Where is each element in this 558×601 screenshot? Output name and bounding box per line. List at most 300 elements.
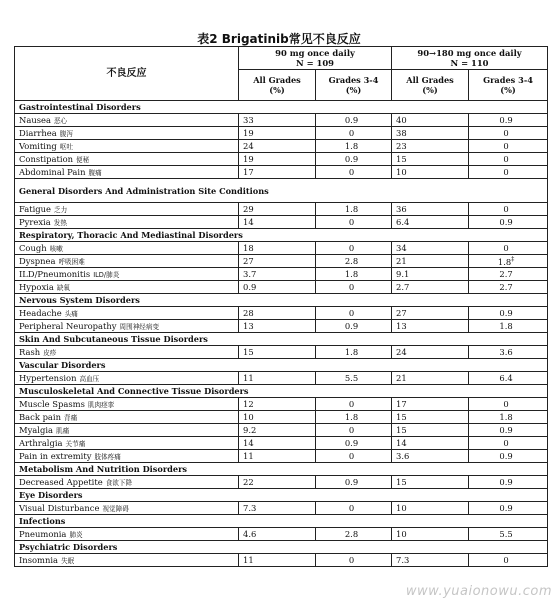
adverse-reaction-term-zh: 乏力 bbox=[54, 205, 68, 214]
all-grades-90mg-cell bbox=[239, 268, 316, 281]
all-grades-90-180mg-cell bbox=[392, 372, 469, 385]
cell-value: 3.7 bbox=[243, 269, 257, 279]
table-row bbox=[15, 398, 548, 411]
all-grades-90-180mg-cell bbox=[392, 127, 469, 140]
adverse-reaction-cell bbox=[15, 114, 239, 127]
all-grades-90mg-cell bbox=[239, 502, 316, 515]
adverse-reaction-cell bbox=[15, 255, 239, 268]
grades34-90mg-cell bbox=[316, 346, 392, 359]
grades34-90-180mg-cell bbox=[469, 450, 548, 463]
category-label: Infections bbox=[15, 515, 548, 528]
cell-value: 0 bbox=[503, 204, 509, 214]
cell-value: 15 bbox=[243, 347, 254, 357]
adverse-reaction-term-zh: 视觉障碍 bbox=[102, 504, 129, 513]
adverse-reaction-term-zh: 高血压 bbox=[79, 374, 100, 383]
cell-value: 36 bbox=[396, 204, 407, 214]
grades34-90-180mg-cell bbox=[469, 127, 548, 140]
all-grades-90-180mg-cell bbox=[392, 554, 469, 567]
adverse-reaction-cell bbox=[15, 281, 239, 294]
table-row bbox=[15, 114, 548, 127]
cell-value: 0 bbox=[503, 555, 509, 565]
adverse-reaction-term: Peripheral Neuropathy bbox=[19, 320, 117, 331]
grades34-label: Grades 3-4 bbox=[483, 75, 533, 85]
table-row bbox=[15, 554, 548, 567]
all-grades-90-180mg-cell bbox=[392, 346, 469, 359]
all-grades-90mg-cell bbox=[239, 127, 316, 140]
cell-value: 0.9 bbox=[499, 503, 513, 513]
cell-value: 0.9 bbox=[499, 477, 513, 487]
adverse-reaction-term: Constipation bbox=[19, 153, 74, 164]
table-row bbox=[15, 437, 548, 450]
adverse-reaction-term-zh: 皮疹 bbox=[43, 348, 57, 357]
cell-value: 0.9 bbox=[499, 451, 513, 461]
grades34-90-180mg-cell bbox=[469, 242, 548, 255]
category-row bbox=[15, 359, 548, 372]
all-grades-90-180mg-cell bbox=[392, 450, 469, 463]
cell-value: 17 bbox=[243, 167, 254, 177]
cell-value: 0 bbox=[503, 154, 509, 164]
cell-value: 2.8 bbox=[344, 256, 359, 266]
cell-value: 0 bbox=[503, 141, 509, 151]
all-grades-90mg-cell bbox=[239, 242, 316, 255]
cell-value: 7.3 bbox=[396, 555, 410, 565]
cell-value: 21 bbox=[396, 256, 407, 266]
all-grades-90-180mg-cell bbox=[392, 398, 469, 411]
table-row bbox=[15, 502, 548, 515]
percent-label: (%) bbox=[500, 85, 516, 95]
cell-value: 5.5 bbox=[499, 529, 513, 539]
cell-value: 28 bbox=[243, 308, 254, 318]
adverse-reaction-term-zh: 肢体疼痛 bbox=[94, 452, 121, 461]
grades34-label: Grades 3-4 bbox=[328, 75, 379, 85]
cell-value: 0.9 bbox=[344, 477, 359, 487]
adverse-reaction-term: Nausea bbox=[19, 114, 51, 125]
all-grades-90mg-cell bbox=[239, 281, 316, 294]
adverse-reaction-term: Back pain bbox=[19, 411, 62, 422]
cell-value: 1.8 bbox=[499, 321, 513, 331]
group1-n: N = 109 bbox=[296, 58, 334, 68]
adverse-reaction-term-zh: 呕吐 bbox=[59, 142, 73, 151]
adverse-reaction-cell bbox=[15, 153, 239, 166]
all-grades-90-180mg-cell bbox=[392, 437, 469, 450]
adverse-reaction-term: Rash bbox=[19, 346, 41, 357]
grades34-90-180mg-cell bbox=[469, 140, 548, 153]
cell-value: 22 bbox=[243, 477, 254, 487]
adverse-reaction-cell bbox=[15, 372, 239, 385]
column-header-90-180mg bbox=[392, 47, 548, 70]
cell-value: 17 bbox=[396, 399, 407, 409]
cell-value: 14 bbox=[243, 217, 254, 227]
cell-value: 3.6 bbox=[396, 451, 410, 461]
adverse-reaction-term-zh: 呼吸困难 bbox=[58, 257, 85, 266]
category-label: Metabolism And Nutrition Disorders bbox=[15, 463, 548, 476]
table-row bbox=[15, 411, 548, 424]
column-header-grades34-90 bbox=[316, 70, 392, 101]
grades34-90-180mg-cell bbox=[469, 554, 548, 567]
grades34-90-180mg-cell bbox=[469, 166, 548, 179]
adverse-reaction-term-zh: 咳嗽 bbox=[49, 244, 63, 253]
adverse-reaction-cell bbox=[15, 242, 239, 255]
table-row bbox=[15, 307, 548, 320]
cell-value: 0 bbox=[348, 451, 355, 461]
adverse-reaction-cell bbox=[15, 320, 239, 333]
cell-value: 15 bbox=[396, 425, 407, 435]
cell-value: 6.4 bbox=[499, 373, 513, 383]
table-row bbox=[15, 127, 548, 140]
adverse-reaction-term: Hypertension bbox=[19, 372, 77, 383]
grades34-90-180mg-cell bbox=[469, 307, 548, 320]
table-row bbox=[15, 255, 548, 268]
adverse-reaction-term: Myalgia bbox=[19, 424, 54, 435]
cell-value: 21 bbox=[396, 373, 407, 383]
column-header-90mg bbox=[239, 47, 392, 70]
all-grades-label: All Grades bbox=[253, 75, 301, 85]
category-label: Skin And Subcutaneous Tissue Disorders bbox=[15, 333, 548, 346]
category-row bbox=[15, 489, 548, 502]
adverse-reaction-term: Cough bbox=[19, 242, 47, 253]
cell-value: 2.7 bbox=[499, 269, 513, 279]
grades34-90-180mg-cell bbox=[469, 320, 548, 333]
all-grades-90mg-cell bbox=[239, 216, 316, 229]
all-grades-90mg-cell bbox=[239, 307, 316, 320]
table-row bbox=[15, 140, 548, 153]
adverse-reaction-term-zh: 头痛 bbox=[64, 309, 78, 318]
adverse-reaction-term-zh: 周围神经病变 bbox=[119, 322, 160, 331]
cell-value: 7.3 bbox=[243, 503, 257, 513]
cell-value: 10 bbox=[396, 167, 407, 177]
column-header-all-grades-180 bbox=[392, 70, 469, 101]
grades34-90mg-cell bbox=[316, 242, 392, 255]
cell-value: 0.9 bbox=[499, 308, 513, 318]
grades34-90-180mg-cell bbox=[469, 528, 548, 541]
adverse-reaction-cell bbox=[15, 411, 239, 424]
table-body bbox=[15, 101, 548, 567]
cell-value: 0 bbox=[503, 128, 509, 138]
cell-value: 13 bbox=[243, 321, 254, 331]
grades34-90-180mg-cell bbox=[469, 411, 548, 424]
all-grades-90-180mg-cell bbox=[392, 114, 469, 127]
cell-value: 11 bbox=[243, 555, 254, 565]
adverse-reaction-term-zh: 恶心 bbox=[53, 116, 68, 125]
table-row bbox=[15, 424, 548, 437]
cell-value: 9.1 bbox=[396, 269, 410, 279]
grades34-90mg-cell bbox=[316, 502, 392, 515]
cell-value: 0.9 bbox=[499, 425, 513, 435]
adverse-reaction-term: Hypoxia bbox=[19, 281, 54, 292]
all-grades-90mg-cell bbox=[239, 320, 316, 333]
adverse-reaction-term: Vomiting bbox=[19, 140, 57, 151]
table-row bbox=[15, 320, 548, 333]
cell-value: 29 bbox=[243, 204, 254, 214]
adverse-reaction-term: Arthralgia bbox=[19, 437, 63, 448]
adverse-reaction-term-zh: 腹泻 bbox=[59, 129, 73, 138]
table-row bbox=[15, 242, 548, 255]
all-grades-90-180mg-cell bbox=[392, 268, 469, 281]
all-grades-90mg-cell bbox=[239, 450, 316, 463]
grades34-90-180mg-cell bbox=[469, 372, 548, 385]
grades34-90mg-cell bbox=[316, 114, 392, 127]
grades34-90mg-cell bbox=[316, 372, 392, 385]
adverse-reaction-term-zh: 关节痛 bbox=[65, 439, 86, 448]
category-label: General Disorders And Administration Site Conditions bbox=[15, 179, 548, 203]
cell-value: 1.8 bbox=[499, 412, 513, 422]
cell-value: 0.9 bbox=[499, 217, 513, 227]
grades34-90mg-cell bbox=[316, 255, 392, 268]
cell-value: 1.8 bbox=[344, 204, 359, 214]
grades34-90mg-cell bbox=[316, 166, 392, 179]
adverse-reaction-term: Visual Disturbance bbox=[19, 502, 100, 513]
adverse-reaction-cell bbox=[15, 216, 239, 229]
grades34-90mg-cell bbox=[316, 411, 392, 424]
cell-value: 0 bbox=[503, 399, 509, 409]
cell-value: 15 bbox=[396, 154, 407, 164]
cell-value: 15 bbox=[396, 412, 407, 422]
adverse-reaction-term-zh: ILD/肺炎 bbox=[93, 270, 120, 279]
adverse-reactions-table bbox=[14, 46, 548, 567]
table-row bbox=[15, 281, 548, 294]
cell-value: 0 bbox=[348, 503, 355, 513]
grades34-90-180mg-cell bbox=[469, 398, 548, 411]
cell-value: 23 bbox=[396, 141, 407, 151]
grades34-90-180mg-cell bbox=[469, 502, 548, 515]
all-grades-90mg-cell bbox=[239, 346, 316, 359]
adverse-reaction-term-zh: 失眠 bbox=[61, 556, 75, 565]
cell-value: 10 bbox=[243, 412, 254, 422]
cell-value: 11 bbox=[243, 373, 254, 383]
adverse-reaction-cell bbox=[15, 424, 239, 437]
all-grades-90-180mg-cell bbox=[392, 528, 469, 541]
cell-value: 0 bbox=[348, 555, 355, 565]
cell-value: 9.2 bbox=[243, 425, 257, 435]
adverse-reaction-term: Fatigue bbox=[19, 203, 51, 214]
cell-value: 0.9 bbox=[499, 115, 513, 125]
grades34-90mg-cell bbox=[316, 450, 392, 463]
table-row bbox=[15, 476, 548, 489]
column-header-adverse-reaction: 不良反应 bbox=[15, 47, 239, 101]
grades34-90mg-cell bbox=[316, 268, 392, 281]
all-grades-90mg-cell bbox=[239, 255, 316, 268]
adverse-reaction-cell bbox=[15, 528, 239, 541]
cell-value: 1.8 bbox=[497, 256, 512, 267]
cell-value: 3.6 bbox=[499, 347, 513, 357]
cell-value: 6.4 bbox=[396, 217, 410, 227]
cell-value: 0.9 bbox=[243, 282, 257, 292]
cell-value: 1.8 bbox=[344, 269, 359, 279]
adverse-reaction-term-zh: 肺炎 bbox=[69, 530, 83, 539]
table-row bbox=[15, 528, 548, 541]
cell-value: 0 bbox=[503, 438, 509, 448]
category-row bbox=[15, 179, 548, 203]
cell-value: 0 bbox=[503, 167, 509, 177]
cell-value: 34 bbox=[396, 243, 407, 253]
all-grades-90mg-cell bbox=[239, 114, 316, 127]
category-label: Nervous System Disorders bbox=[15, 294, 548, 307]
all-grades-90-180mg-cell bbox=[392, 281, 469, 294]
cell-value: 13 bbox=[396, 321, 407, 331]
table-row bbox=[15, 203, 548, 216]
all-grades-90-180mg-cell bbox=[392, 203, 469, 216]
grades34-90mg-cell bbox=[316, 554, 392, 567]
cell-value: 0 bbox=[348, 425, 355, 435]
grades34-90mg-cell bbox=[316, 203, 392, 216]
all-grades-90mg-cell bbox=[239, 203, 316, 216]
adverse-reaction-cell bbox=[15, 502, 239, 515]
grades34-90-180mg-cell bbox=[469, 255, 548, 268]
category-label: Vascular Disorders bbox=[15, 359, 548, 372]
adverse-reaction-cell bbox=[15, 346, 239, 359]
all-grades-90-180mg-cell bbox=[392, 255, 469, 268]
adverse-reaction-term-zh: 背痛 bbox=[64, 413, 78, 422]
group2-dose: 90→180 mg once daily bbox=[417, 48, 522, 58]
cell-value: 24 bbox=[243, 141, 254, 151]
grades34-90-180mg-cell bbox=[469, 203, 548, 216]
all-grades-90-180mg-cell bbox=[392, 153, 469, 166]
all-grades-90mg-cell bbox=[239, 424, 316, 437]
adverse-reaction-term: Diarrhea bbox=[19, 127, 57, 138]
adverse-reaction-term: Muscle Spasms bbox=[19, 398, 85, 409]
cell-value: 0.9 bbox=[344, 321, 359, 331]
category-label: Eye Disorders bbox=[15, 489, 548, 502]
adverse-reaction-term-zh: 肌肉痉挛 bbox=[87, 400, 115, 409]
adverse-reaction-term: Insomnia bbox=[19, 554, 59, 565]
percent-label: (%) bbox=[422, 85, 438, 95]
adverse-reaction-term: Pneumonia bbox=[19, 528, 67, 539]
all-grades-90-180mg-cell bbox=[392, 411, 469, 424]
table-row bbox=[15, 268, 548, 281]
cell-value: 38 bbox=[396, 128, 407, 138]
cell-value: 0.9 bbox=[344, 438, 359, 448]
cell-value: 5.5 bbox=[344, 373, 359, 383]
cell-value: 4.6 bbox=[243, 529, 257, 539]
grades34-90-180mg-cell bbox=[469, 437, 548, 450]
cell-value: 27 bbox=[396, 308, 407, 318]
cell-value: 0 bbox=[348, 217, 355, 227]
cell-value: 0 bbox=[348, 167, 355, 177]
cell-value: 14 bbox=[396, 438, 407, 448]
category-row bbox=[15, 463, 548, 476]
cell-value: 1.8 bbox=[344, 141, 359, 151]
category-row bbox=[15, 541, 548, 554]
grades34-90mg-cell bbox=[316, 424, 392, 437]
grades34-90-180mg-cell bbox=[469, 216, 548, 229]
grades34-90mg-cell bbox=[316, 307, 392, 320]
column-header-all-grades-90 bbox=[239, 70, 316, 101]
all-grades-90-180mg-cell bbox=[392, 424, 469, 437]
cell-value: 18 bbox=[243, 243, 254, 253]
category-row bbox=[15, 229, 548, 242]
cell-value: 33 bbox=[243, 115, 254, 125]
grades34-90-180mg-cell bbox=[469, 114, 548, 127]
adverse-reaction-cell bbox=[15, 398, 239, 411]
group1-dose: 90 mg once daily bbox=[275, 48, 355, 58]
cell-value: 0 bbox=[348, 399, 355, 409]
adverse-reaction-cell bbox=[15, 437, 239, 450]
grades34-90-180mg-cell bbox=[469, 281, 548, 294]
cell-value: 15 bbox=[396, 477, 407, 487]
cell-value: 12 bbox=[243, 399, 254, 409]
grades34-90mg-cell bbox=[316, 398, 392, 411]
all-grades-90-180mg-cell bbox=[392, 140, 469, 153]
adverse-reaction-term: ILD/Pneumonitis bbox=[19, 268, 91, 279]
grades34-90-180mg-cell bbox=[469, 346, 548, 359]
grades34-90mg-cell bbox=[316, 476, 392, 489]
grades34-90mg-cell bbox=[316, 528, 392, 541]
table-row bbox=[15, 216, 548, 229]
adverse-reaction-term-zh: 腹痛 bbox=[88, 168, 102, 177]
table-row bbox=[15, 450, 548, 463]
adverse-reaction-term-zh: 肌痛 bbox=[56, 426, 70, 435]
adverse-reaction-term-zh: 缺氧 bbox=[56, 283, 71, 292]
all-grades-90-180mg-cell bbox=[392, 502, 469, 515]
adverse-reaction-term: Dyspnea bbox=[19, 255, 56, 266]
all-grades-90mg-cell bbox=[239, 153, 316, 166]
cell-value: 1.8 bbox=[344, 347, 359, 357]
cell-value: 2.8 bbox=[344, 529, 359, 539]
cell-value: 0 bbox=[348, 308, 355, 318]
grades34-90-180mg-cell bbox=[469, 476, 548, 489]
adverse-reaction-cell bbox=[15, 554, 239, 567]
all-grades-label: All Grades bbox=[406, 75, 454, 85]
all-grades-90mg-cell bbox=[239, 411, 316, 424]
cell-value: 2.7 bbox=[499, 282, 513, 292]
adverse-reaction-cell bbox=[15, 268, 239, 281]
column-header-grades34-180 bbox=[469, 70, 548, 101]
all-grades-90-180mg-cell bbox=[392, 476, 469, 489]
cell-value: 0 bbox=[503, 243, 509, 253]
category-row bbox=[15, 333, 548, 346]
grades34-90mg-cell bbox=[316, 320, 392, 333]
grades34-90-180mg-cell bbox=[469, 424, 548, 437]
cell-value: 19 bbox=[243, 154, 254, 164]
table-row bbox=[15, 166, 548, 179]
cell-value: 10 bbox=[396, 529, 407, 539]
grades34-90mg-cell bbox=[316, 127, 392, 140]
grades34-90mg-cell bbox=[316, 140, 392, 153]
category-row bbox=[15, 515, 548, 528]
all-grades-90-180mg-cell bbox=[392, 307, 469, 320]
adverse-reaction-cell bbox=[15, 203, 239, 216]
adverse-reaction-term: Headache bbox=[19, 307, 62, 318]
adverse-reaction-cell bbox=[15, 127, 239, 140]
cell-value: 0.9 bbox=[344, 115, 359, 125]
all-grades-90-180mg-cell bbox=[392, 320, 469, 333]
adverse-reaction-cell bbox=[15, 450, 239, 463]
adverse-reaction-cell bbox=[15, 307, 239, 320]
cell-value: 0 bbox=[348, 128, 355, 138]
footnote-mark: ‡ bbox=[511, 256, 515, 264]
all-grades-90mg-cell bbox=[239, 166, 316, 179]
category-label: Psychiatric Disorders bbox=[15, 541, 548, 554]
adverse-reaction-term: Abdominal Pain bbox=[19, 166, 86, 177]
all-grades-90mg-cell bbox=[239, 398, 316, 411]
cell-value: 0 bbox=[348, 282, 355, 292]
table-row bbox=[15, 372, 548, 385]
category-label: Gastrointestinal Disorders bbox=[15, 101, 548, 114]
percent-label: (%) bbox=[269, 85, 285, 95]
adverse-reaction-cell bbox=[15, 140, 239, 153]
table-row bbox=[15, 153, 548, 166]
adverse-reaction-term-zh: 食欲下降 bbox=[105, 478, 133, 487]
cell-value: 0.9 bbox=[344, 154, 359, 164]
cell-value: 19 bbox=[243, 128, 254, 138]
category-row bbox=[15, 294, 548, 307]
all-grades-90mg-cell bbox=[239, 140, 316, 153]
category-label: Respiratory, Thoracic And Mediastinal Disorders bbox=[15, 229, 548, 242]
cell-value: 40 bbox=[396, 115, 407, 125]
table-row bbox=[15, 346, 548, 359]
cell-value: 10 bbox=[396, 503, 407, 513]
grades34-90mg-cell bbox=[316, 216, 392, 229]
